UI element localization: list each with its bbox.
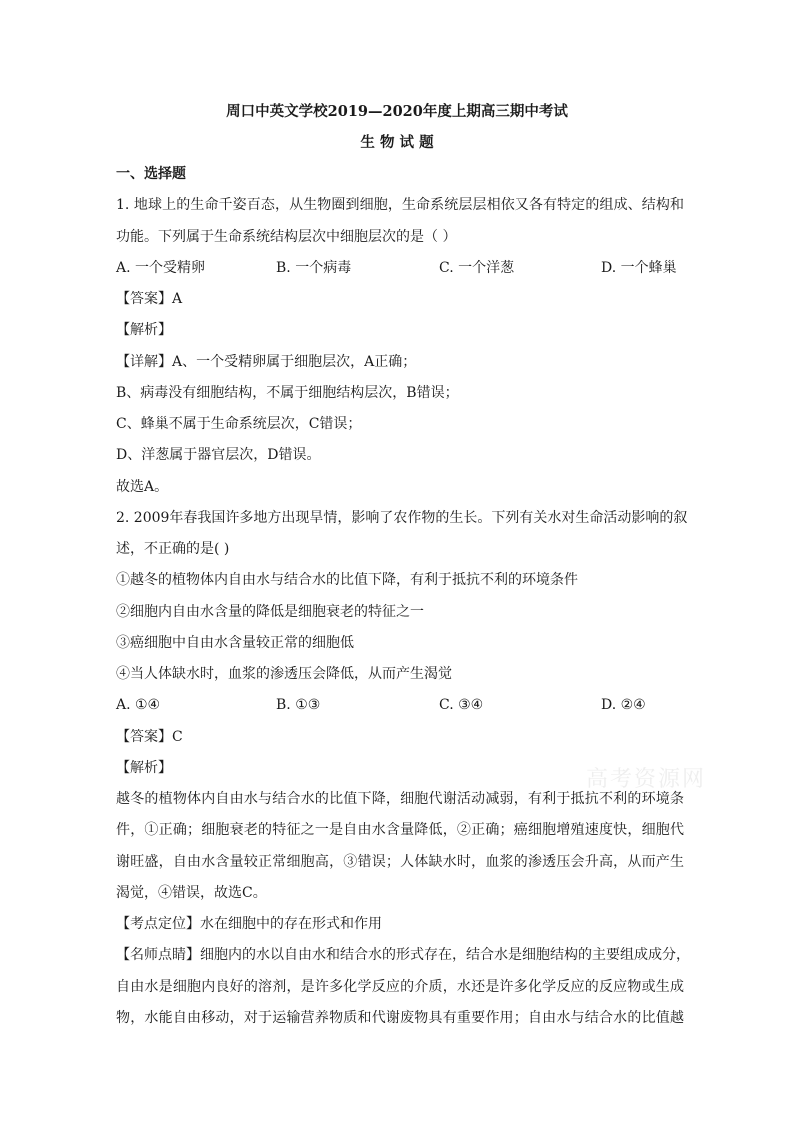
q2-analysis-label: 【解析】 [116, 760, 172, 776]
q1-detail-line: D、洋葱属于器官层次，D错误。 [116, 447, 321, 463]
q2-answer: 【答案】C [116, 729, 183, 745]
q2-options [116, 696, 684, 714]
exam-title: 周口中英文学校2019—2020年度上期高三期中考试 [226, 103, 568, 120]
q1-conclusion: 故选A。 [116, 479, 169, 495]
q1-detail-line: B、病毒没有细胞结构，不属于细胞结构层次，B错误； [116, 385, 459, 401]
q2-kaodian: 【考点定位】水在细胞中的存在形式和作用 [116, 916, 382, 932]
q1-detail-line: C、蜂巢不属于生命系统层次，C错误； [116, 416, 362, 432]
q2-stem-line2: 述，不正确的是( ) [116, 541, 230, 557]
q1-option-a: A. 一个受精卵 [116, 260, 206, 276]
q2-analysis-line: 越冬的植物体内自由水与结合水的比值下降，细胞代谢活动减弱，有利于抵抗不利的环境条 [116, 791, 684, 807]
q1-answer: 【答案】A [116, 291, 183, 307]
q2-statement: ④当人体缺水时，血浆的渗透压会降低，从而产生渴觉 [116, 666, 452, 682]
q2-mingshi-line: 物，水能自由移动，对于运输营养物质和代谢废物具有重要作用；自由水与结合水的比值越 [116, 1010, 684, 1026]
q2-option-b: B. ①③ [276, 697, 321, 713]
q2-mingshi-line: 自由水是细胞内良好的溶剂，是许多化学反应的介质，水还是许多化学反应的反应物或生成 [116, 979, 684, 995]
q2-option-a: A. ①④ [116, 697, 161, 713]
q1-analysis-label: 【解析】 [116, 322, 172, 338]
q1-detail-line: 【详解】A、一个受精卵属于细胞层次，A正确； [116, 354, 417, 370]
q2-analysis-line: 渴觉，④错误，故选C。 [116, 885, 267, 901]
watermark: 高考资源网 [586, 767, 707, 792]
q2-option-c: C. ③④ [439, 697, 484, 713]
q1-option-b: B. 一个病毒 [276, 260, 352, 276]
q2-mingshi-line: 【名师点睛】细胞内的水以自由水和结合水的形式存在，结合水是细胞结构的主要组成成分， [116, 947, 690, 963]
q1-option-d: D. 一个蜂巢 [601, 260, 677, 276]
q2-analysis-line: 件，①正确；细胞衰老的特征之一是自由水含量降低，②正确；癌细胞增殖速度快，细胞代 [116, 822, 684, 838]
q1-stem-line1: 1. 地球上的生命千姿百态，从生物圈到细胞，生命系统层层相依又各有特定的组成、结构和 [116, 197, 684, 213]
q2-option-d: D. ②④ [601, 697, 646, 713]
q2-statement: ①越冬的植物体内自由水与结合水的比值下降，有利于抵抗不利的环境条件 [116, 572, 578, 588]
q2-statement: ③癌细胞中自由水含量较正常的细胞低 [116, 635, 354, 651]
exam-subtitle: 生 物 试 题 [360, 134, 434, 151]
q2-analysis-line: 谢旺盛，自由水含量较正常细胞高，③错误；人体缺水时，血浆的渗透压会升高，从而产生 [116, 854, 684, 870]
q1-options [116, 259, 684, 277]
q1-stem-line2: 功能。下列属于生命系统结构层次中细胞层次的是（ ） [116, 229, 457, 245]
q1-option-c: C. 一个洋葱 [439, 260, 515, 276]
q2-stem-line1: 2. 2009年春我国许多地方出现旱情，影响了农作物的生长。下列有关水对生命活动影响的叙 [116, 510, 688, 526]
q2-statement: ②细胞内自由水含量的降低是细胞衰老的特征之一 [116, 604, 424, 620]
section-heading: 一、选择题 [116, 166, 186, 182]
